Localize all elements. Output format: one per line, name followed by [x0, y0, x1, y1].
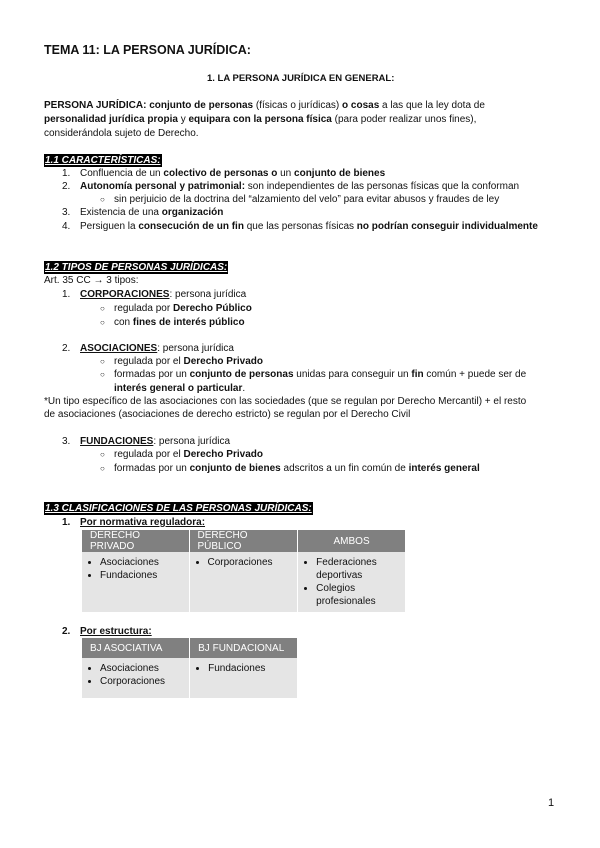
- table-header: AMBOS: [298, 530, 406, 552]
- list-subitem: ○ regulada por el Derecho Privado: [100, 356, 263, 367]
- list-subitem: ○ formadas por un conjunto de personas unidas para conseguir un fin común + puede ser de: [100, 369, 527, 380]
- list-subitem: ○ formadas por un conjunto de bienes adscritos a un fin común de interés general: [100, 463, 480, 474]
- table-cell: [189, 552, 298, 612]
- classification-table-estructura: [82, 638, 298, 698]
- table-cell: [190, 658, 298, 698]
- definition-line-1: PERSONA JURÍDICA: conjunto de personas (físicas o jurídicas) o cosas a las que la ley dota de: [44, 100, 485, 111]
- list-item: 1. Confluencia de un colectivo de personas o un conjunto de bienes: [62, 168, 386, 179]
- definition-line-3: considerándola sujeto de Derecho.: [44, 128, 199, 139]
- table-header: DERECHO PRIVADO: [82, 530, 189, 552]
- list-item: • Asociaciones: [100, 556, 183, 569]
- list-item: • Fundaciones: [100, 569, 183, 582]
- section-heading-1-3: 1.3 CLASIFICACIONES DE LAS PERSONAS JURÍDICAS:: [45, 503, 312, 514]
- list-item: • Fundaciones: [208, 662, 291, 675]
- classification-label: 1. Por normativa reguladora:: [62, 517, 206, 528]
- note-line-1: *Un tipo específico de las asociaciones con las sociedades (que se regulan por Derecho Mercantil) + el resto: [44, 396, 527, 407]
- section-heading-1-2: 1.2 TIPOS DE PERSONAS JURÍDICAS:: [45, 262, 228, 273]
- list-item: 1. CORPORACIONES: persona jurídica: [62, 289, 247, 300]
- circle-bullet-icon: ○: [100, 318, 105, 327]
- list-subitem: ○ sin perjuicio de la doctrina del “alzamiento del velo” para evitar abusos y fraudes de ley: [100, 194, 500, 205]
- table-header: BJ FUNDACIONAL: [190, 638, 298, 658]
- intro-text: Art. 35 CC → 3 tipos:: [44, 275, 139, 286]
- definition-line-2: personalidad jurídica propia y equipara con la persona física (para poder realizar unos fines),: [44, 114, 477, 125]
- table-header: DERECHO PÚBLICO: [189, 530, 298, 552]
- circle-bullet-icon: ○: [100, 464, 105, 473]
- list-subitem: ○ con fines de interés público: [100, 317, 245, 328]
- circle-bullet-icon: ○: [100, 304, 105, 313]
- document-title: TEMA 11: LA PERSONA JURÍDICA:: [44, 43, 251, 57]
- classification-label: 2. Por estructura:: [62, 626, 152, 637]
- classification-table-normativa: [82, 530, 406, 612]
- section-heading-main: 1. LA PERSONA JURÍDICA EN GENERAL:: [207, 73, 395, 84]
- list-subitem-continuation: interés general o particular.: [114, 383, 246, 394]
- note-line-2: de asociaciones (asociaciones de derecho estricto) se regulan por el Derecho Civil: [44, 409, 411, 420]
- table-header: BJ ASOCIATIVA: [82, 638, 190, 658]
- list-subitem: ○ regulada por Derecho Público: [100, 303, 252, 314]
- circle-bullet-icon: ○: [100, 357, 105, 366]
- section-heading-1-1: 1.1 CARACTERÍSTICAS:: [45, 155, 161, 166]
- list-item: 2. ASOCIACIONES: persona jurídica: [62, 343, 234, 354]
- table-cell: [298, 552, 406, 612]
- circle-bullet-icon: ○: [100, 370, 105, 379]
- list-item: 3. FUNDACIONES: persona jurídica: [62, 436, 231, 447]
- circle-bullet-icon: ○: [100, 450, 105, 459]
- list-item: • Colegios profesionales: [316, 582, 399, 608]
- list-subitem: ○ regulada por el Derecho Privado: [100, 449, 263, 460]
- table-cell: [82, 552, 189, 612]
- list-item: • Corporaciones: [208, 556, 292, 569]
- list-item: • Asociaciones: [100, 662, 183, 675]
- list-item: • Federaciones deportivas: [316, 556, 399, 582]
- list-item: 3. Existencia de una organización: [62, 207, 224, 218]
- list-item: 2. Autonomía personal y patrimonial: son independientes de las personas físicas que la conforman: [62, 181, 520, 192]
- table-cell: [82, 658, 190, 698]
- list-item: 4. Persiguen la consecución de un fin que las personas físicas no podrían conseguir individualmente: [62, 221, 538, 232]
- circle-bullet-icon: ○: [100, 195, 105, 204]
- page-number: 1: [548, 797, 555, 809]
- list-item: • Corporaciones: [100, 675, 183, 688]
